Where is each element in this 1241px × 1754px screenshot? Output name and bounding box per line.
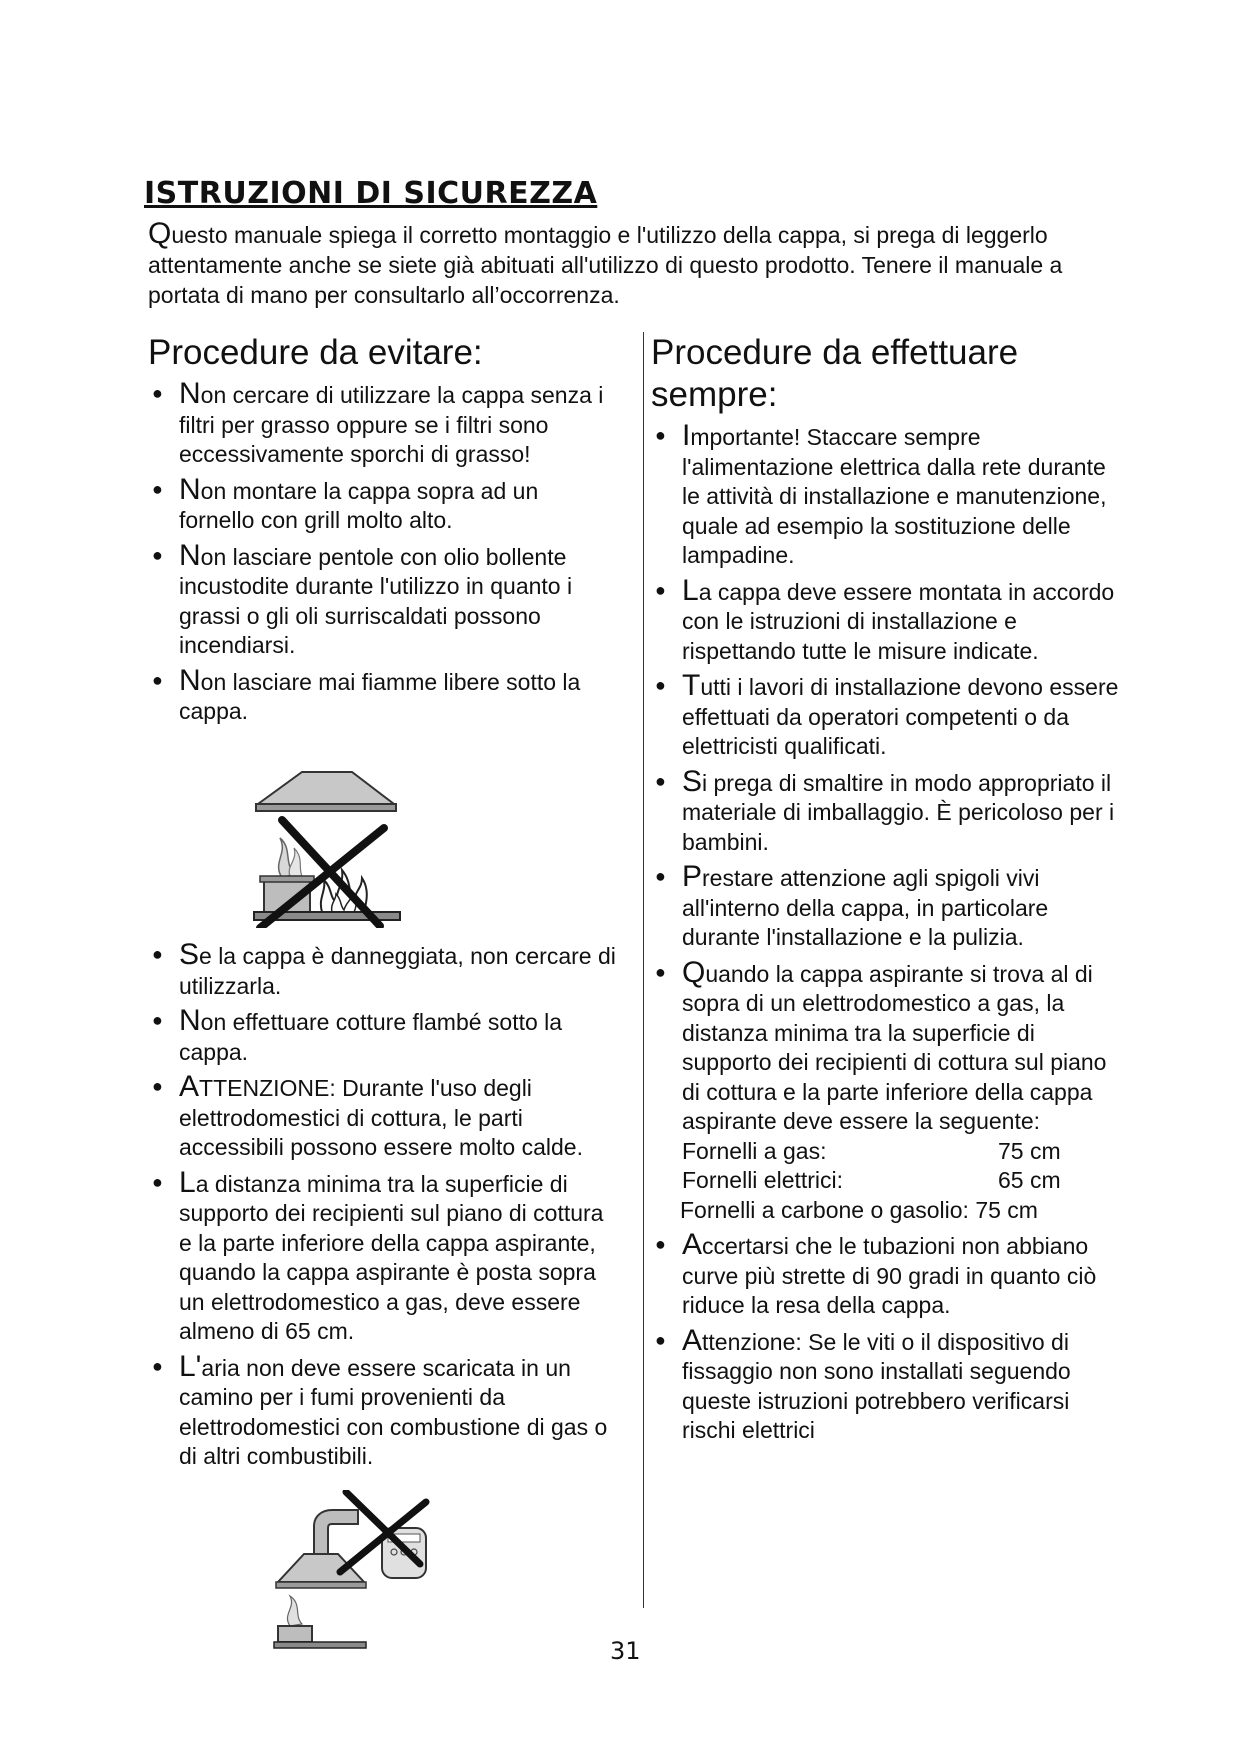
intro-text: uesto manuale spiega il corretto montaggio e l'utilizzo della cappa, si prega di leggerlo attentamente anche se siete già abituati all'utilizzo di questo prodotto. Tenere il manuale a portata di mano per consultarlo all’occorrenza. [148, 222, 1063, 308]
list-item: ● Importante! Staccare sempre l'alimentazione elettrica dalla rete durante le attività di installazione e manutenzione, quale ad esempio la sostituzione delle lampadine. [655, 419, 1107, 568]
list-item: ● ATTENZIONE: Durante l'uso degli elettrodomestici di cottura, le parti accessibili possono essere molto calde. [152, 1070, 583, 1160]
intro-initial: Q [148, 217, 172, 250]
bullet-icon: ● [655, 961, 666, 982]
list-item: ● Prestare attenzione agli spigoli vivi all'interno della cappa, in particolare durante l'installazione e la pulizia. [655, 860, 1049, 950]
page-title: ISTRUZIONI DI SICUREZZA [144, 176, 598, 211]
list-item: ● Se la cappa è danneggiata, non cercare di utilizzarla. [152, 938, 616, 999]
list-item: ● Attenzione: Se le viti o il dispositivo di fissaggio non sono installati seguendo queste istruzioni potrebbero verificarsi rischi elettrici [655, 1323, 1071, 1443]
list-item: ● La cappa deve essere montata in accordo con le istruzioni di installazione e rispettando tutte le misure indicate. [655, 573, 1115, 664]
distance-row-coal-oil: Fornelli a carbone o gasolio: 75 cm [680, 1196, 1038, 1223]
distance-row-electric: Fornelli elettrici: 65 cm [682, 1167, 1061, 1193]
bullet-icon: ● [152, 383, 163, 403]
bullet-icon: ● [152, 1010, 163, 1030]
avoid-section-continued [148, 935, 618, 1472]
list-item: ● La distanza minima tra la superficie di supporto dei recipienti sul piano di cottura e la parte inferiore della cappa aspirante, quando la cappa aspirante è posta sopra un elettrodomestico a gas, deve essere almeno di 65 cm. [152, 1165, 604, 1344]
list-item: ● Non cercare di utilizzare la cappa senza i filtri per grasso oppure se i filtri sono eccessivamente sporchi di grasso! [152, 377, 604, 467]
distance-table [682, 1137, 1121, 1226]
column-divider [643, 332, 644, 1608]
avoid-heading: Procedure da evitare: [148, 333, 483, 372]
list-item: ● Accertarsi che le tubazioni non abbiano curve più strette di 90 gradi in quanto ciò riduce la resa della cappa. [655, 1228, 1097, 1318]
always-list-a [651, 421, 1121, 1446]
intro-paragraph [148, 219, 1108, 310]
list-item: ● Quando la cappa aspirante si trova al di sopra di un elettrodomestico a gas, la distanza minima tra la superficie di supporto dei recipienti di cottura sul piano di cottura e la parte inferiore della cappa aspirante deve essere la seguente: Fornelli a gas: 75 cm Fornelli elettrici: 65 cm Fornelli a carbone o gasolio: 75 cm [651, 958, 1121, 1226]
bullet-icon: ● [655, 866, 666, 886]
bullet-icon: ● [152, 1076, 163, 1096]
list-item: ● Non montare la cappa sopra ad un fornello con grill molto alto. [152, 472, 539, 533]
avoid-list-b [148, 940, 618, 1472]
no-open-flames-illustration [252, 770, 402, 928]
always-section [651, 332, 1121, 1446]
bullet-icon: ● [655, 770, 666, 791]
bullet-icon: ● [152, 1171, 163, 1192]
no-shared-flue-illustration [270, 1490, 440, 1650]
bullet-icon: ● [655, 675, 666, 695]
list-item: ● Tutti i lavori di installazione devono essere effettuati da operatori competenti o da elettricisti qualificati. [655, 669, 1119, 759]
distance-row-gas: Fornelli a gas: 75 cm [682, 1137, 1061, 1164]
bullet-icon: ● [655, 579, 666, 600]
bullet-icon: ● [152, 669, 163, 690]
list-item: ● L'aria non deve essere scaricata in un camino per i fumi provenienti da elettrodomestici con combustione di gas o di altri combustibili. [152, 1349, 608, 1469]
bullet-icon: ● [152, 944, 163, 964]
bullet-icon: ● [655, 1234, 666, 1254]
bullet-icon: ● [152, 478, 163, 499]
always-heading: Procedure da effettuare sempre: [651, 333, 1019, 414]
list-item: ● Si prega di smaltire in modo appropriato il materiale di imballaggio. È pericoloso per i bambini. [655, 764, 1115, 855]
bullet-icon: ● [152, 544, 163, 565]
bullet-icon: ● [152, 1355, 163, 1376]
bullet-icon: ● [655, 425, 666, 445]
bullet-icon: ● [655, 1329, 666, 1350]
avoid-section [148, 332, 618, 727]
list-item: ● Non lasciare mai fiamme libere sotto la cappa. [152, 663, 581, 724]
avoid-list-a [148, 379, 618, 727]
list-item: ● Non effettuare cotture flambé sotto la cappa. [152, 1004, 563, 1065]
page-number: 31 [610, 1637, 641, 1665]
list-item: ● Non lasciare pentole con olio bollente incustodite durante l'utilizzo in quanto i grassi o gli oli surriscaldati possono incendiarsi. [152, 538, 573, 658]
